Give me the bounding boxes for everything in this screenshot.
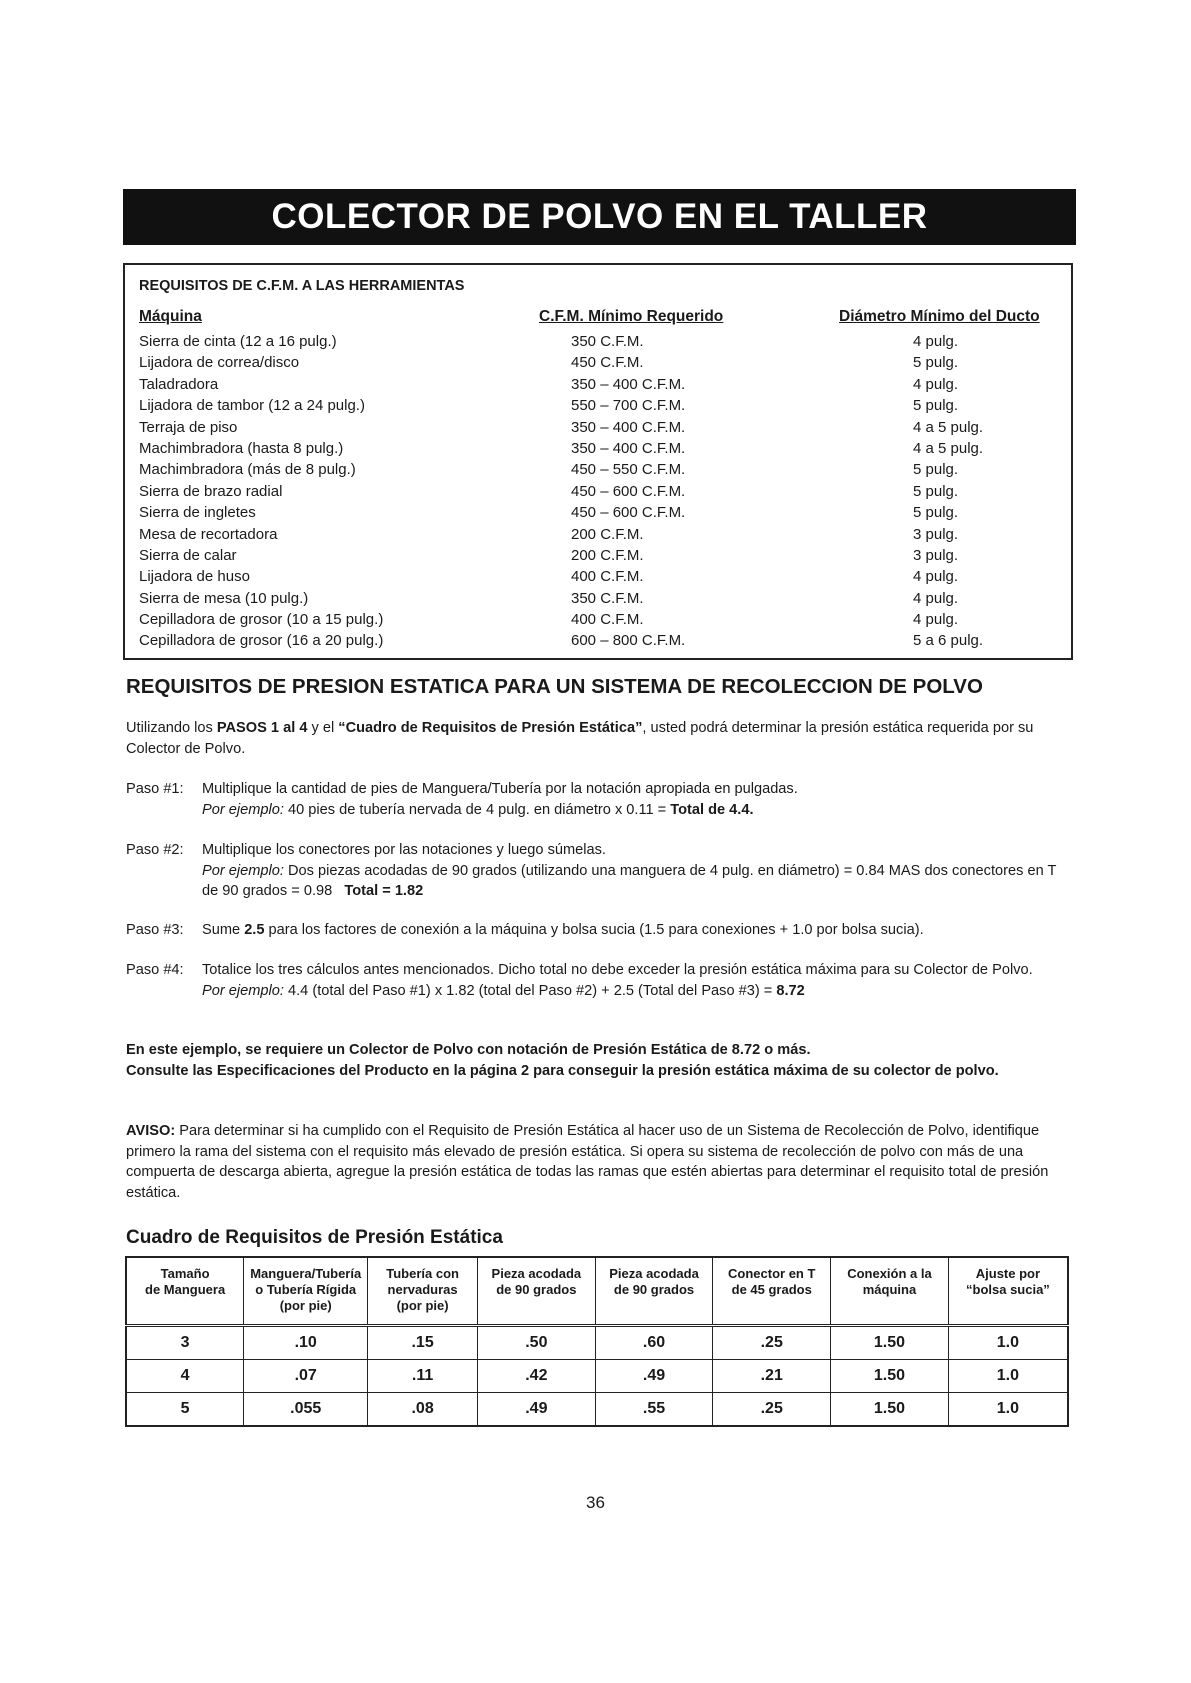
cfm-duct-diameter: 5 pulg. — [913, 461, 959, 479]
table-row — [126, 1325, 1068, 1359]
aviso-paragraph — [126, 1121, 1071, 1203]
cfm-duct-diameter: 4 pulg. — [913, 568, 959, 586]
header-line: de 90 grados — [613, 1282, 695, 1297]
example-label: Por ejemplo: — [202, 982, 284, 999]
header-line: nervaduras — [387, 1282, 458, 1297]
example-label: Por ejemplo: — [202, 862, 284, 879]
intro-text: Utilizando los — [126, 720, 217, 736]
step-label: Paso #3: — [126, 922, 184, 938]
header-line: de 45 grados — [731, 1282, 812, 1297]
banner-title: COLECTOR DE POLVO EN EL TALLER — [271, 197, 928, 236]
table-cell: 1.50 — [831, 1392, 949, 1426]
example-total: 8.72 — [776, 982, 805, 999]
bold-note-specifications: Consulte las Especificaciones del Producto en la página 2 para conseguir la presión estática máxima de su colector de polvo. — [126, 1062, 999, 1079]
cfm-machine: Machimbradora (más de 8 pulg.) — [139, 461, 356, 479]
cfm-value: 200 C.F.M. — [571, 546, 644, 564]
table-header-cell — [478, 1257, 596, 1325]
table-body — [126, 1325, 1068, 1426]
cfm-list — [139, 333, 1061, 654]
table-cell: .15 — [368, 1325, 478, 1359]
aviso-text: Para determinar si ha cumplido con el Requisito de Presión Estática al hacer uso de un Sistema de Recolección de Polvo, identifique primero la rama del sistema con el requisito más elevado de presión estática. Si opera su sistema de recolección de polvo con más de una compuerta de descarga abierta, agregue la presión estática de todas las ramas que estén abiertas para determinar el requisito total de presión estática. — [126, 1123, 1049, 1201]
cfm-row — [139, 611, 1061, 632]
step-1 — [126, 779, 1066, 820]
cfm-value: 400 C.F.M. — [571, 568, 644, 586]
example-text: Dos piezas acodadas de 90 grados (utilizando una manguera de 4 pulg. en diámetro) = 0.84 MAS dos conectores en T de 90 grados = 0.98 — [202, 862, 1057, 899]
cfm-duct-diameter: 4 pulg. — [913, 375, 959, 393]
cfm-header-cfm: C.F.M. Mínimo Requerido — [539, 308, 724, 325]
header-line: Conexión a la — [847, 1266, 932, 1281]
example-total: Total de 4.4. — [670, 801, 754, 818]
cfm-value: 350 – 400 C.F.M. — [571, 418, 686, 436]
cfm-machine: Mesa de recortadora — [139, 525, 278, 543]
header-line: de Manguera — [145, 1282, 226, 1297]
table-cell: 3 — [126, 1325, 244, 1359]
table-cell: .21 — [713, 1359, 831, 1392]
example-text: 40 pies de tubería nervada de 4 pulg. en diámetro x 0.11 = — [283, 801, 671, 818]
header-line: Manguera/Tubería — [250, 1266, 362, 1281]
step-text: Multiplique los conectores por las notaciones y luego súmelas. — [202, 842, 606, 858]
header-line: Conector en T — [728, 1266, 816, 1281]
step-example — [202, 800, 1066, 821]
cfm-row — [139, 483, 1061, 504]
cfm-value: 350 C.F.M. — [571, 589, 644, 607]
cfm-machine: Sierra de cinta (12 a 16 pulg.) — [139, 333, 337, 350]
cfm-value: 350 – 400 C.F.M. — [571, 375, 686, 393]
table-header-cell — [948, 1257, 1068, 1325]
cfm-duct-diameter: 4 a 5 pulg. — [913, 418, 984, 436]
table-cell: .08 — [368, 1392, 478, 1426]
cfm-machine: Sierra de ingletes — [139, 504, 256, 522]
table-cell: 1.0 — [948, 1359, 1068, 1392]
cfm-value: 350 C.F.M. — [571, 333, 644, 350]
table-header-cell — [368, 1257, 478, 1325]
intro-paragraph — [126, 718, 1066, 759]
table-cell: 1.0 — [948, 1325, 1068, 1359]
cfm-duct-diameter: 5 pulg. — [913, 354, 959, 372]
table-cell: .10 — [244, 1325, 368, 1359]
example-label: Por ejemplo: — [202, 801, 284, 818]
cfm-machine: Lijadora de tambor (12 a 24 pulg.) — [139, 397, 365, 415]
table-cell: 5 — [126, 1392, 244, 1426]
cfm-row — [139, 632, 1061, 653]
cfm-duct-diameter: 4 pulg. — [913, 333, 959, 350]
step-text: Sume — [202, 922, 245, 938]
table-cell: .49 — [595, 1359, 713, 1392]
intro-text: y el — [307, 720, 339, 736]
cfm-title: REQUISITOS DE C.F.M. A LAS HERRAMIENTAS — [139, 278, 465, 294]
page-number: 36 — [586, 1493, 605, 1512]
table-row — [126, 1392, 1068, 1426]
cfm-duct-diameter: 5 pulg. — [913, 397, 959, 415]
cfm-value: 350 – 400 C.F.M. — [571, 439, 686, 457]
step-label: Paso #1: — [126, 781, 184, 797]
step-text: Totalice los tres cálculos antes mencionados. Dicho total no debe exceder la presión estática máxima para su Colector de Polvo. — [202, 962, 1033, 978]
header-line: (por pie) — [279, 1298, 332, 1313]
cfm-machine: Sierra de brazo radial — [139, 482, 283, 500]
cfm-machine: Terraja de piso — [139, 418, 238, 436]
cfm-row — [139, 568, 1061, 589]
cfm-machine: Lijadora de correa/disco — [139, 354, 300, 372]
cfm-row — [139, 419, 1061, 440]
table-cell: .50 — [478, 1325, 596, 1359]
page-banner — [123, 189, 1076, 245]
cfm-duct-diameter: 4 a 5 pulg. — [913, 439, 984, 457]
cfm-duct-diameter: 3 pulg. — [913, 525, 959, 543]
cfm-duct-diameter: 4 pulg. — [913, 611, 959, 629]
step-example — [202, 981, 1066, 1002]
cfm-value: 550 – 700 C.F.M. — [571, 397, 686, 415]
table-cell: 1.50 — [831, 1359, 949, 1392]
step-bold-value: 2.5 — [244, 922, 265, 938]
table-cell: .25 — [713, 1325, 831, 1359]
intro-bold-steps: PASOS 1 al 4 — [216, 720, 308, 736]
cfm-row — [139, 376, 1061, 397]
header-line: Pieza acodada — [491, 1266, 582, 1281]
cfm-value: 450 C.F.M. — [571, 354, 644, 372]
header-line: Tamaño — [160, 1266, 210, 1281]
static-pressure-table — [125, 1256, 1069, 1427]
cfm-row — [139, 526, 1061, 547]
bold-notes — [126, 1040, 1061, 1081]
cfm-machine: Cepilladora de grosor (10 a 15 pulg.) — [139, 611, 384, 629]
table-cell: .49 — [478, 1392, 596, 1426]
cfm-header-machine: Máquina — [139, 308, 202, 325]
step-2 — [126, 840, 1066, 902]
table-cell: 1.0 — [948, 1392, 1068, 1426]
cfm-duct-diameter: 4 pulg. — [913, 589, 959, 607]
table-cell: .055 — [244, 1392, 368, 1426]
cfm-header-duct: Diámetro Mínimo del Ducto — [839, 308, 1040, 325]
table-cell: .42 — [478, 1359, 596, 1392]
header-line: “bolsa sucia” — [966, 1282, 1050, 1297]
cfm-value: 450 – 600 C.F.M. — [571, 504, 686, 522]
static-pressure-heading: REQUISITOS DE PRESION ESTATICA PARA UN SISTEMA DE RECOLECCION DE POLVO — [126, 675, 983, 698]
cfm-row — [139, 547, 1061, 568]
cfm-value: 400 C.F.M. — [571, 611, 644, 629]
cfm-value: 600 – 800 C.F.M. — [571, 632, 686, 650]
header-line: Pieza acodada — [609, 1266, 699, 1281]
step-label: Paso #2: — [126, 842, 184, 858]
table-header-cell — [831, 1257, 949, 1325]
table-row — [126, 1359, 1068, 1392]
cfm-row — [139, 333, 1061, 354]
cfm-row — [139, 461, 1061, 482]
cfm-row — [139, 397, 1061, 418]
table-header-cell — [244, 1257, 368, 1325]
header-line: de 90 grados — [496, 1282, 577, 1297]
header-line: (por pie) — [396, 1298, 449, 1313]
cfm-value: 450 – 600 C.F.M. — [571, 482, 686, 500]
cfm-duct-diameter: 5 pulg. — [913, 482, 959, 500]
cfm-value: 200 C.F.M. — [571, 525, 644, 543]
cfm-machine: Sierra de mesa (10 pulg.) — [139, 589, 309, 607]
cfm-machine: Taladradora — [139, 375, 219, 393]
cfm-machine: Sierra de calar — [139, 546, 237, 564]
cfm-machine: Cepilladora de grosor (16 a 20 pulg.) — [139, 632, 384, 650]
step-text: Multiplique la cantidad de pies de Manguera/Tubería por la notación apropiada en pulgadas. — [202, 781, 798, 797]
step-3 — [126, 920, 1066, 941]
table-header-row — [126, 1257, 1068, 1325]
cfm-machine: Lijadora de huso — [139, 568, 250, 586]
header-line: Tubería con — [386, 1266, 459, 1281]
example-text: 4.4 (total del Paso #1) x 1.82 (total del Paso #2) + 2.5 (Total del Paso #3) = — [283, 982, 777, 999]
cfm-row — [139, 590, 1061, 611]
step-label: Paso #4: — [126, 962, 184, 978]
header-line: máquina — [862, 1282, 917, 1297]
table-cell: 1.50 — [831, 1325, 949, 1359]
cfm-row — [139, 440, 1061, 461]
cfm-requirements-box — [123, 263, 1073, 660]
aviso-label: AVISO: — [126, 1123, 176, 1139]
cfm-row — [139, 354, 1061, 375]
table-header-cell — [126, 1257, 244, 1325]
header-line: Ajuste por — [975, 1266, 1041, 1281]
cfm-duct-diameter: 5 pulg. — [913, 504, 959, 522]
step-4 — [126, 960, 1066, 1001]
table-cell: .25 — [713, 1392, 831, 1426]
table-header-cell — [595, 1257, 713, 1325]
table-cell: .60 — [595, 1325, 713, 1359]
step-example — [202, 861, 1066, 902]
table-cell: .11 — [368, 1359, 478, 1392]
table-header-cell — [713, 1257, 831, 1325]
cfm-machine: Machimbradora (hasta 8 pulg.) — [139, 439, 344, 457]
intro-bold-chart: “Cuadro de Requisitos de Presión Estática” — [338, 720, 643, 736]
table-cell: 4 — [126, 1359, 244, 1392]
step-text: para los factores de conexión a la máquina y bolsa sucia (1.5 para conexiones + 1.0 por bolsa sucia). — [264, 922, 924, 938]
bold-note-example: En este ejemplo, se requiere un Colector de Polvo con notación de Presión Estática de 8.72 o más. — [126, 1042, 811, 1058]
cfm-row — [139, 504, 1061, 525]
static-pressure-table-title: Cuadro de Requisitos de Presión Estática — [126, 1227, 503, 1248]
header-line: o Tubería Rígida — [255, 1282, 357, 1297]
intro-text: , usted podrá determinar la presión estática requerida por su Colector de Polvo. — [126, 720, 1034, 757]
cfm-value: 450 – 550 C.F.M. — [571, 461, 686, 479]
cfm-duct-diameter: 5 a 6 pulg. — [913, 632, 984, 650]
table-cell: .55 — [595, 1392, 713, 1426]
table-cell: .07 — [244, 1359, 368, 1392]
example-total: Total = 1.82 — [344, 883, 424, 899]
cfm-duct-diameter: 3 pulg. — [913, 546, 959, 564]
